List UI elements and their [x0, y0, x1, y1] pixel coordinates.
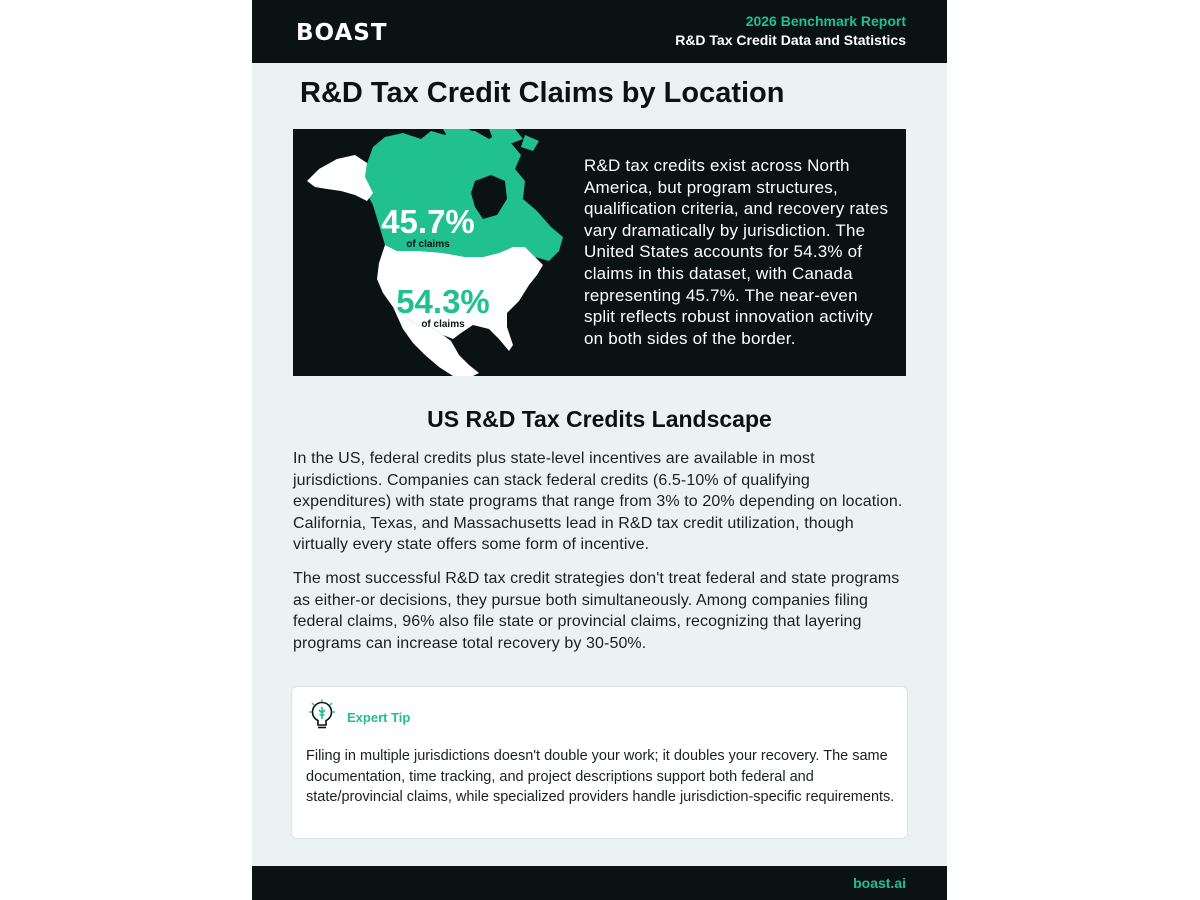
canada-stat: [378, 205, 478, 251]
expert-tip-text: Filing in multiple jurisdictions doesn't double your work; it doubles your recovery. The same documentation, time tracking, and project descriptions support both federal and state/provincial claims, while specialized providers handle jurisdiction-specific requirements.: [306, 748, 895, 805]
expert-tip-box: [291, 686, 908, 839]
expert-tip-title: Expert Tip: [347, 710, 411, 725]
canada-stat-label: of claims: [406, 239, 450, 250]
report-title: R&D Tax Credit Data and Statistics: [675, 32, 906, 48]
footer-bar: [252, 866, 947, 900]
us-stat: [393, 285, 493, 331]
north-america-map: [293, 129, 593, 376]
us-stat-value: 54.3%: [396, 283, 490, 320]
map-panel: [293, 129, 906, 376]
map-description: R&D tax credits exist across North America, but program structures, qualification criteria, and recovery rates vary dramatically by jurisdiction. The United States accounts for 54.3% of claims in this dataset, with Canada representing 45.7%. The near-even split reflects robust innovation activity on both sides of the border.: [584, 156, 889, 348]
report-subtitle: 2026 Benchmark Report: [745, 13, 906, 29]
canada-stat-value: 45.7%: [381, 203, 475, 240]
paragraph-1: In the US, federal credits plus state-level incentives are available in most jurisdictions. Companies can stack federal credits (6.5-10% of qualifying expenditures) with state programs that range from 3% to 20% depending on location. California, Texas, and Massachusetts lead in R&D tax credit utilization, though virtually every state offers some form of incentive.: [293, 450, 903, 554]
lightbulb-icon: [307, 699, 337, 736]
section-heading: US R&D Tax Credits Landscape: [427, 406, 772, 432]
page-title: R&D Tax Credit Claims by Location: [300, 77, 785, 109]
boast-logo: BOAST: [296, 20, 388, 46]
greenland-edge: [549, 129, 593, 157]
report-page: [252, 0, 947, 900]
paragraph-2: The most successful R&D tax credit strategies don't treat federal and state programs as either-or decisions, they pursue both simultaneously. Among companies filing federal claims, 96% also file state or provincial claims, recognizing that layering programs can increase total recovery by 30-50%.: [293, 570, 900, 652]
header-bar: [252, 0, 947, 63]
alaska-region: [307, 155, 373, 201]
footer-link[interactable]: boast.ai: [853, 875, 906, 891]
us-stat-label: of claims: [421, 319, 465, 330]
